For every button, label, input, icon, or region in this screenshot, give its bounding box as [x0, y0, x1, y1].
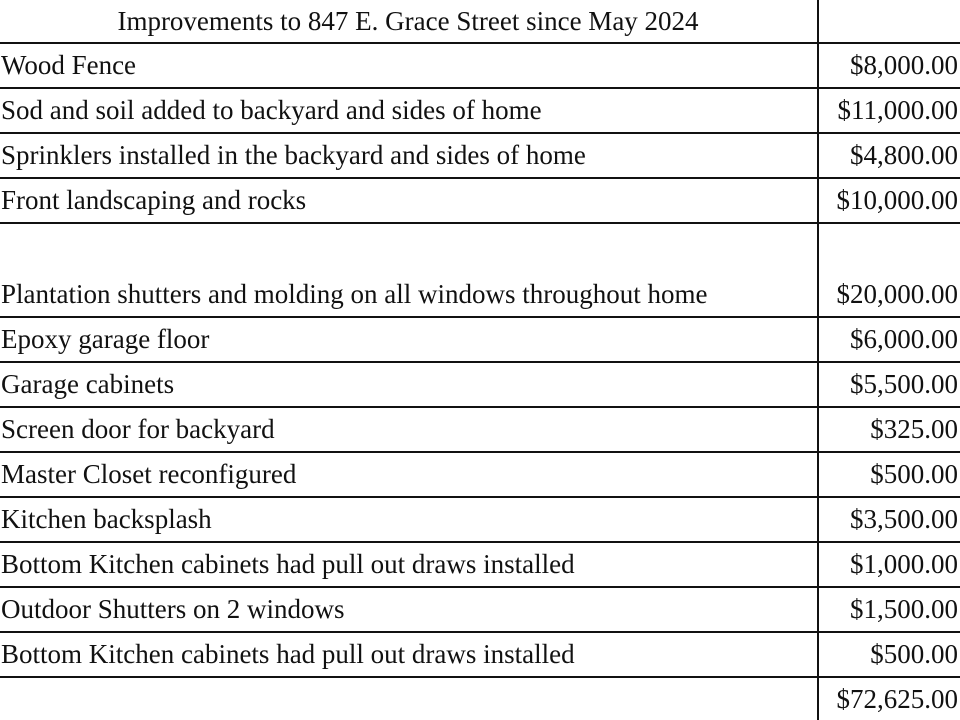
total-amount[interactable]: $72,625.00 [818, 677, 960, 720]
table-row [0, 407, 960, 452]
item-amount[interactable]: $500.00 [818, 452, 960, 497]
item-description[interactable]: Sod and soil added to backyard and sides of home [0, 88, 818, 133]
item-amount[interactable]: $1,500.00 [818, 587, 960, 632]
table-row [0, 362, 960, 407]
table-row [0, 178, 960, 223]
table-row [0, 133, 960, 178]
item-description[interactable]: Sprinklers installed in the backyard and sides of home [0, 133, 818, 178]
item-amount[interactable]: $4,800.00 [818, 133, 960, 178]
item-description[interactable]: Bottom Kitchen cabinets had pull out draws installed [0, 542, 818, 587]
item-amount[interactable]: $11,000.00 [818, 88, 960, 133]
table-row [0, 88, 960, 133]
table-row [0, 542, 960, 587]
header-amount-cell[interactable] [818, 0, 960, 43]
total-label[interactable] [0, 677, 818, 720]
item-amount[interactable]: $10,000.00 [818, 178, 960, 223]
item-amount[interactable]: $5,500.00 [818, 362, 960, 407]
total-row [0, 677, 960, 720]
item-description[interactable]: Epoxy garage floor [0, 317, 818, 362]
table-row [0, 587, 960, 632]
item-description[interactable]: Garage cabinets [0, 362, 818, 407]
item-amount[interactable]: $3,500.00 [818, 497, 960, 542]
item-description[interactable]: Kitchen backsplash [0, 497, 818, 542]
table-row [0, 43, 960, 88]
item-amount[interactable]: $325.00 [818, 407, 960, 452]
table-row [0, 452, 960, 497]
table-row [0, 497, 960, 542]
item-amount[interactable]: $1,000.00 [818, 542, 960, 587]
item-amount[interactable]: $8,000.00 [818, 43, 960, 88]
item-description[interactable]: Master Closet reconfigured [0, 452, 818, 497]
item-description[interactable]: Outdoor Shutters on 2 windows [0, 587, 818, 632]
item-amount[interactable]: $500.00 [818, 632, 960, 677]
item-amount[interactable]: $6,000.00 [818, 317, 960, 362]
item-description[interactable]: Wood Fence [0, 43, 818, 88]
table-title[interactable]: Improvements to 847 E. Grace Street since May 2024 [0, 0, 818, 43]
header-row [0, 0, 960, 43]
table-row [0, 632, 960, 677]
item-description[interactable]: Screen door for backyard [0, 407, 818, 452]
item-description[interactable]: Plantation shutters and molding on all windows throughout home [0, 223, 818, 317]
item-description[interactable]: Bottom Kitchen cabinets had pull out draws installed [0, 632, 818, 677]
table-row [0, 317, 960, 362]
item-amount[interactable]: $20,000.00 [818, 223, 960, 317]
table-row [0, 223, 960, 317]
item-description[interactable]: Front landscaping and rocks [0, 178, 818, 223]
